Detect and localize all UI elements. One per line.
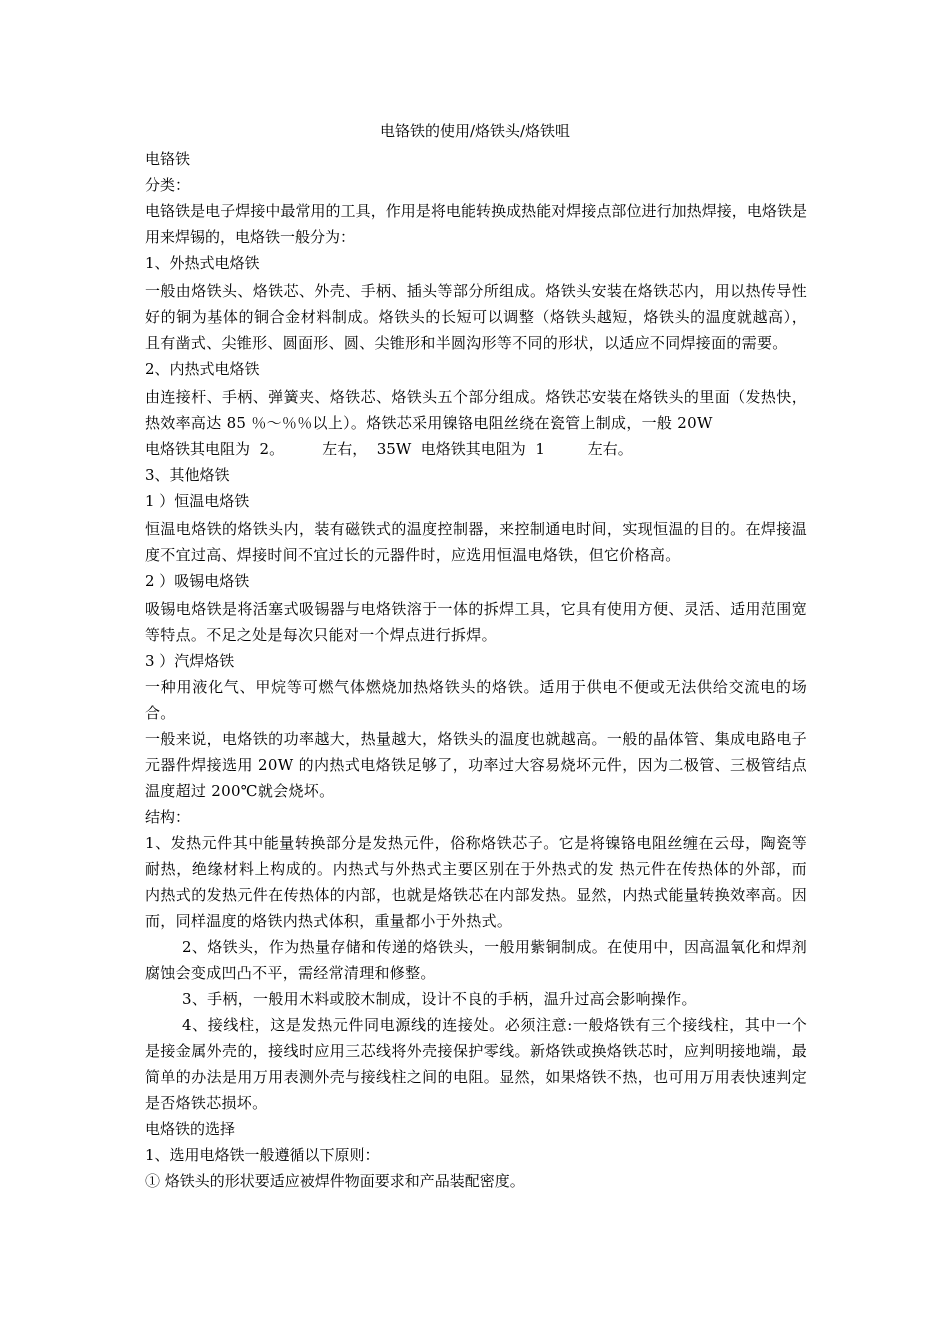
heading-internal-heat: 2、内热式电烙铁: [145, 360, 260, 378]
paragraph-gas-iron: 一种用液化气、甲烷等可燃气体燃烧加热烙铁头的烙铁。适用于供电不便或无法供给交流电的场合。: [145, 678, 807, 722]
document-body: [145, 146, 807, 1194]
paragraph-selection-item-1: ① 烙铁头的形状要适应被焊件物面要求和产品装配密度。: [145, 1172, 525, 1190]
label-classification: 分类：: [145, 176, 191, 194]
paragraph-constant-temp: 恒温电烙铁的烙铁头内，装有磁铁式的温度控制器，来控制通电时间，实现恒温的目的。在焊接温度不宜过高、焊接时间不宜过长的元器件时，应选用恒温电烙铁，但它价格高。: [145, 520, 807, 564]
paragraph-desoldering-iron: 吸锡电烙铁是将活塞式吸锡器与电烙铁溶于一体的拆焊工具，它具有使用方便、灵活、适用范围宽等特点。不足之处是每次只能对一个焊点进行拆焊。: [145, 600, 807, 644]
heading-desoldering-iron: 2 ）吸锡电烙铁: [145, 572, 250, 590]
paragraph-power: 一般来说，电烙铁的功率越大，热量越大，烙铁头的温度也就越高。一般的晶体管、集成电路电子元器件焊接选用 20W 的内热式电烙铁足够了，功率过大容易烧坏元件，因为二极管、三极管结点温度超过 200℃就会烧坏。: [145, 730, 807, 800]
heading-selection: 电烙铁的选择: [145, 1120, 236, 1138]
paragraph-internal-heat-2: 电烙铁其电阻为 2。 左右， 35W 电烙铁其电阻为 1 左右。: [145, 440, 633, 458]
section-heading-soldering-iron: 电铬铁: [145, 150, 191, 168]
document-title: 电铬铁的使用/烙铁头/烙铁咀: [379, 122, 571, 140]
paragraph-selection-rule: 1、选用电烙铁一般遵循以下原则：: [145, 1146, 380, 1164]
label-structure: 结构：: [145, 808, 191, 826]
paragraph-structure-2: 2、烙铁头，作为热量存储和传递的烙铁头，一般用紫铜制成。在使用中，因高温氧化和焊剂腐蚀会变成凹凸不平，需经常清理和修整。: [145, 938, 807, 982]
paragraph-structure-1: 1、发热元件其中能量转换部分是发热元件，俗称烙铁芯子。它是将镍铬电阻丝缠在云母，陶瓷等耐热，绝缘材料上构成的。内热式与外热式主要区别在于外热式的发 热元件在传热体的外部，而内热式的发热元件在传热体的内部，也就是烙铁芯在内部发热。显然，内热式能量转换效率高。因而，同样温度的烙铁内热式体积，重量都小于外热式。: [145, 834, 807, 930]
heading-gas-iron: 3 ）汽焊烙铁: [145, 652, 235, 670]
paragraph-internal-heat-1: 由连接杆、手柄、弹簧夹、烙铁芯、烙铁头五个部分组成。烙铁芯安装在烙铁头的里面（发热快，热效率高达 85 ％～％％以上）。烙铁芯采用镍铬电阻丝绕在瓷管上制成，一般 20W: [145, 388, 807, 432]
heading-other-irons: 3、其他烙铁: [145, 466, 230, 484]
paragraph-intro: 电铬铁是电子焊接中最常用的工具，作用是将电能转换成热能对焊接点部位进行加热焊接，电烙铁是用来焊锡的，电烙铁一般分为：: [145, 202, 807, 246]
heading-external-heat: 1、外热式电烙铁: [145, 254, 260, 272]
paragraph-structure-4: 4、接线柱，这是发热元件同电源线的连接处。必须注意:一般烙铁有三个接线柱，其中一个是接金属外壳的，接线时应用三芯线将外壳接保护零线。新烙铁或换烙铁芯时，应判明接地端，最简单的办法是用万用表测外壳与接线柱之间的电阻。显然，如果烙铁不热，也可用万用表快速判定是否烙铁芯损坏。: [145, 1016, 807, 1112]
paragraph-structure-3: 3、手柄，一般用木料或胶木制成，设计不良的手柄，温升过高会影响操作。: [182, 990, 697, 1008]
heading-constant-temp: 1 ）恒温电烙铁: [145, 492, 250, 510]
paragraph-external-heat: 一般由烙铁头、烙铁芯、外壳、手柄、插头等部分所组成。烙铁头安装在烙铁芯内，用以热传导性好的铜为基体的铜合金材料制成。烙铁头的长短可以调整（烙铁头越短，烙铁头的温度就越高），且有凿式、尖锥形、圆面形、圆、尖锥形和半圆沟形等不同的形状，以适应不同焊接面的需要。: [145, 282, 807, 352]
